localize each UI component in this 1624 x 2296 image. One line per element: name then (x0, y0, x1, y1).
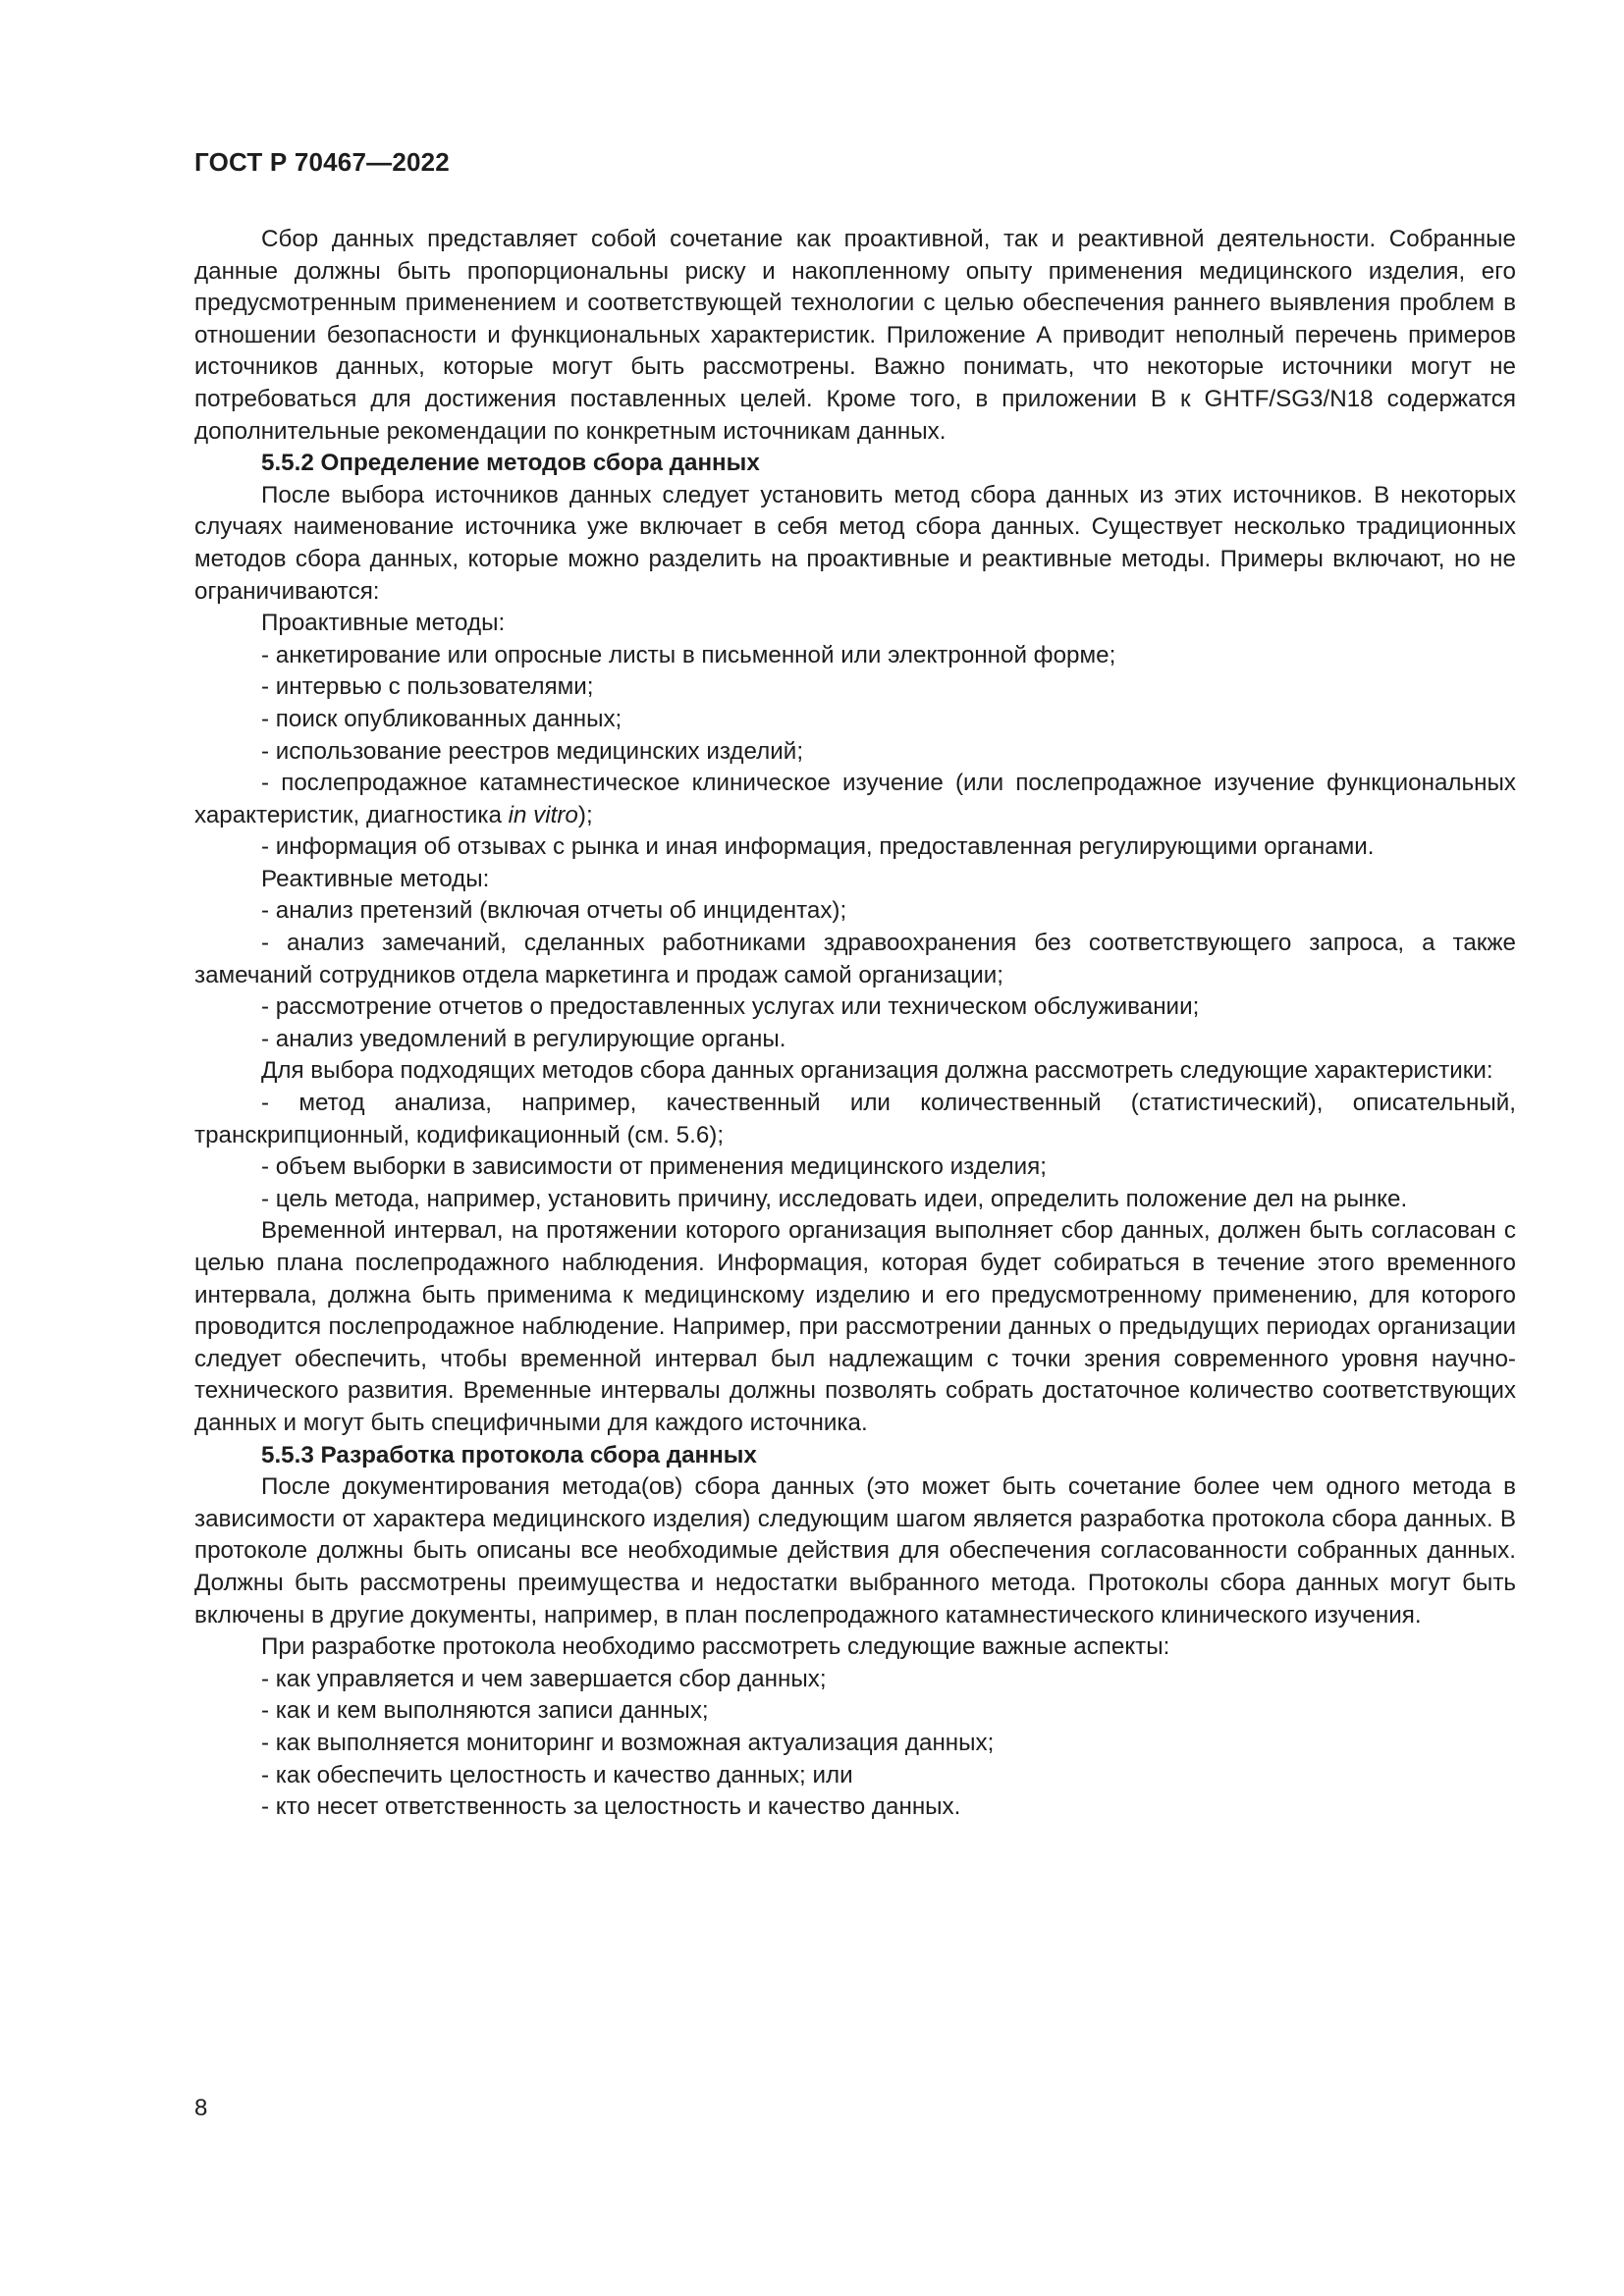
list-item: - использование реестров медицинских изделий; (261, 737, 804, 765)
reactive-methods-label: Реактивные методы: (261, 865, 490, 892)
selection-criteria-list (194, 1088, 1516, 1215)
postmarket-text: - послепродажное катамнестическое клиническое изучение (или послепродажное изучение функциональных характеристик, диагностика (194, 770, 1516, 828)
list-item: - анкетирование или опросные листы в письменной или электронной форме; (261, 641, 1116, 668)
list-item: - анализ претензий (включая отчеты об инцидентах); (261, 897, 847, 925)
page-number: 8 (194, 2095, 208, 2121)
selection-intro: Для выбора подходящих методов сбора данных организация должна рассмотреть следующие характеристики: (261, 1057, 1493, 1085)
list-item: - как управляется и чем завершается сбор данных; (261, 1665, 827, 1692)
page-content (194, 224, 1516, 1824)
list-item: - информация об отзывах с рынка и иная информация, предоставленная регулирующими органами. (261, 833, 1375, 861)
intro-paragraph: Сбор данных представляет собой сочетание как проактивной, так и реактивной деятельности. Собранные данные должны быть пропорциональны риску и накопленному опыту применения медицинского изделия, его предусмотренным применением и соответствующей технологии с целью обеспечения раннего выявления проблем в отношении безопасности и функциональных характеристик. Приложение А приводит неполный перечень примеров источников данных, которые могут быть рассмотрены. Важно понимать, что некоторые источники могут не потребоваться для достижения поставленных целей. Кроме того, в приложении В к GHTF/SG3/N18 содержатся дополнительные рекомендации по конкретным источникам данных. (194, 226, 1516, 445)
section-553-heading: 5.5.3 Разработка протокола сбора данных (261, 1441, 757, 1468)
in-vitro-term: in vitro (508, 801, 578, 828)
list-item: - объем выборки в зависимости от применения медицинского изделия; (261, 1153, 1047, 1181)
list-item: - анализ уведомлений в регулирующие органы. (261, 1025, 786, 1052)
document-code: ГОСТ Р 70467—2022 (194, 147, 450, 177)
postmarket-text-end: ); (577, 801, 593, 828)
section-553-paragraph: После документирования метода(ов) сбора данных (это может быть сочетание более чем одного метода в зависимости от характера медицинского изделия) следующим шагом является разработка протокола сбора данных. В протоколе должны быть описаны все необходимые действия для обеспечения согласованности собранных данных. Должны быть рассмотрены преимущества и недостатки выбранного метода. Протоколы сбора данных могут быть включены в другие документы, например, в план послепродажного катамнестического клинического изучения. (194, 1473, 1516, 1629)
section-552-heading: 5.5.2 Определение методов сбора данных (261, 450, 760, 477)
list-item (194, 768, 1516, 831)
list-item: - рассмотрение отчетов о предоставленных услугах или техническом обслуживании; (261, 993, 1200, 1021)
list-item: - анализ замечаний, сделанных работниками здравоохранения без соответствующего запроса, а также замечаний сотрудников отдела маркетинга и продаж самой организации; (194, 930, 1516, 988)
list-item: - кто несет ответственность за целостность и качество данных. (261, 1793, 961, 1821)
section-552-intro: После выбора источников данных следует установить метод сбора данных из этих источников. В некоторых случаях наименование источника уже включает в себя метод сбора данных. Существует несколько традиционных методов сбора данных, которые можно разделить на проактивные и реактивные методы. Примеры включают, но не ограничиваются: (194, 481, 1516, 605)
proactive-methods-list (194, 640, 1516, 864)
list-item: - цель метода, например, установить причину, исследовать идеи, определить положение дел на рынке. (261, 1185, 1408, 1212)
list-item: - как и кем выполняются записи данных; (261, 1697, 709, 1725)
list-item: - как обеспечить целостность и качество данных; или (261, 1761, 853, 1789)
proactive-methods-label: Проактивные методы: (261, 610, 506, 637)
aspects-list (194, 1664, 1516, 1824)
list-item: - метод анализа, например, качественный или количественный (статистический), описательный, транскрипционный, кодификационный (см. 5.6); (194, 1090, 1516, 1148)
list-item: - поиск опубликованных данных; (261, 705, 623, 732)
aspects-intro: При разработке протокола необходимо рассмотреть следующие важные аспекты: (261, 1633, 1170, 1661)
time-interval-paragraph: Временной интервал, на протяжении которого организация выполняет сбор данных, должен быть согласован с целью плана послепродажного наблюдения. Информация, которая будет собираться в течение этого временного интервала, должна быть применима к медицинскому изделию и его предусмотренному применению, для которого проводится послепродажное наблюдение. Например, при рассмотрении данных о предыдущих периодах организации следует обеспечить, чтобы временной интервал был надлежащим с точки зрения современного уровня научно-технического развития. Временные интервалы должны позволять собрать достаточное количество соответствующих данных и могут быть специфичными для каждого источника. (194, 1217, 1516, 1436)
list-item: - как выполняется мониторинг и возможная актуализация данных; (261, 1729, 995, 1756)
list-item: - интервью с пользователями; (261, 673, 594, 701)
reactive-methods-list (194, 895, 1516, 1055)
